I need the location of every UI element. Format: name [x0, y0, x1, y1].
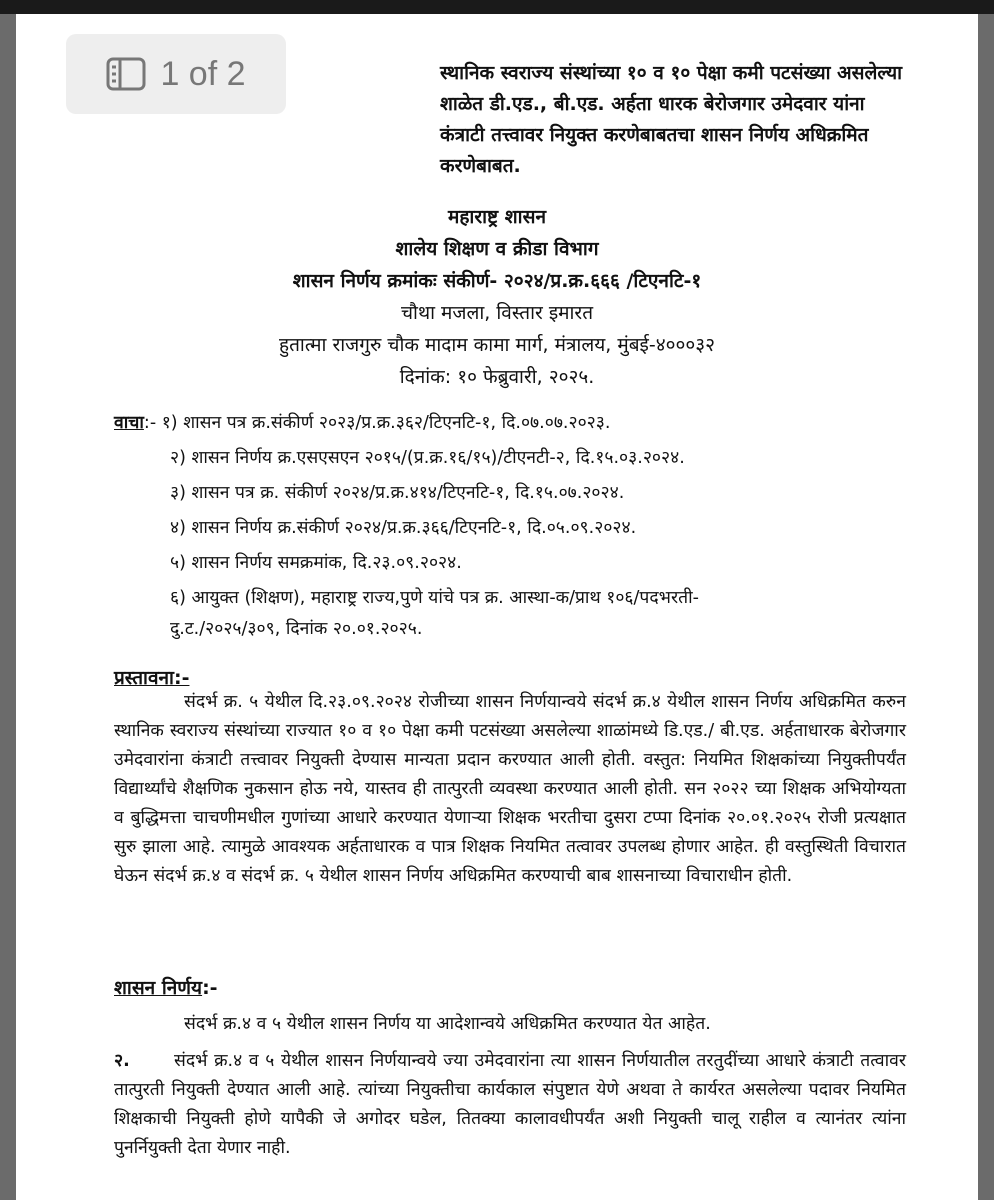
gr-number: शासन निर्णय क्रमांकः संकीर्ण- २०२४/प्र.क्र.६६६ /टिएनटि-१	[292, 270, 702, 292]
department-name: शालेय शिक्षण व क्रीडा विभाग	[395, 238, 599, 260]
office-address: हुतात्मा राजगुरु चौक मादाम कामा मार्ग, मंत्रालय, मुंबई-४०००३२	[278, 334, 716, 356]
list-item: दु.ट./२०२५/३०९, दिनांक २०.०१.२०२५.	[170, 619, 423, 639]
document-page	[16, 14, 978, 1200]
preamble-paragraph: संदर्भ क्र. ५ येथील दि.२३.०९.२०२४ रोजीच्या शासन निर्णयान्वये संदर्भ क्र.४ येथील शासन निर्णय अधिक्रमित करुन स्थानिक स्वराज्य संस्थांच्या राज्यात १० व १० पेक्षा कमी पटसंख्या असलेल्या शाळांमध्ये डि.एड./ बी.एड. अर्हताधारक बेरोजगार उमेदवारांना कंत्राटी तत्त्वावर नियुक्ती देण्यास मान्यता प्रदान करण्यात आली होती. वस्तुत: नियमित शिक्षकांच्या नियुक्तीपर्यंत विद्यार्थ्यांचे शैक्षणिक नुकसान होऊ नये, यास्तव ही तात्पुरती व्यवस्था करण्यात आली होती. सन २०२२ च्या शिक्षक अभियोग्यता व बुद्धिमत्ता चाचणीमधील गुणांच्या आधारे करण्यात येणाऱ्या शिक्षक भरतीचा दुसरा टप्पा दिनांक २०.०१.२०२५ रोजी प्रत्यक्षात सुरु झाला आहे. त्यामुळे आवश्यक अर्हताधारक व पात्र शिक्षक नियमित तत्वावर उपलब्ध होणार आहेत. ही वस्तुस्थिती विचारात घेऊन संदर्भ क्र.४ व संदर्भ क्र. ५ येथील शासन निर्णय अधिक्रमित करण्याची बाब शासनाच्या विचाराधीन होती.	[114, 692, 906, 886]
page-indicator[interactable]	[66, 34, 286, 114]
document-subject: स्थानिक स्वराज्य संस्थांच्या १० व १० पेक्षा कमी पटसंख्या असलेल्या शाळेत डी.एड., बी.एड. अर्हता धारक बेरोजगार उमेदवार यांना कंत्राटी तत्त्वावर नियुक्त करणेबाबतचा शासन निर्णय अधिक्रमित करणेबाबत.	[440, 62, 903, 177]
office-floor: चौथा मजला, विस्तार इमारत	[400, 302, 594, 324]
list-item: ६) आयुक्त (शिक्षण), महाराष्ट्र राज्य,पुणे यांचे पत्र क्र. आस्था-क/प्राथ १०६/पदभरती-	[170, 588, 699, 608]
decision-paragraph-1: संदर्भ क्र.४ व ५ येथील शासन निर्णय या आदेशान्वये अधिक्रमित करण्यात येत आहेत.	[184, 1014, 711, 1034]
list-item: वाचा:- १) शासन पत्र क्र.संकीर्ण २०२३/प्र.क्र.३६२/टिएनटि-१, दि.०७.०७.२०२३.	[114, 413, 611, 433]
list-item: ३) शासन पत्र क्र. संकीर्ण २०२४/प्र.क्र.४१४/टिएनटि-१, दि.१५.०७.२०२४.	[170, 483, 625, 503]
decision-heading: शासन निर्णय:-	[114, 977, 218, 999]
page-list-icon	[106, 57, 146, 91]
viewer-top-bar	[0, 0, 994, 14]
preamble-heading: प्रस्तावना:-	[114, 667, 190, 689]
document-date: दिनांक: १० फेब्रुवारी, २०२५.	[399, 366, 595, 388]
references-label: वाचा	[114, 413, 144, 433]
decision-paragraph-2: २. संदर्भ क्र.४ व ५ येथील शासन निर्णयान्वये ज्या उमेदवारांना त्या शासन निर्णयातील तरतुदींच्या आधारे कंत्राटी तत्वावर तात्पुरती नियुक्ती देण्यात आली आहे. त्यांच्या नियुक्तीचा कार्यकाल संपुष्टात येणे अथवा ते कार्यरत असलेल्या पदावर नियमित शिक्षकाची नियुक्ती होणे यापैकी जे अगोदर घडेल, तितक्या कालावधीपर्यंत अशी नियुक्ती चालू राहील व त्यानंतर त्यांना पुनर्नियुक्ती देता येणार नाही.	[114, 1047, 906, 1163]
paragraph-number: २.	[114, 1051, 130, 1071]
page-indicator-text: 1 of 2	[160, 54, 246, 93]
government-name: महाराष्ट्र शासन	[447, 206, 546, 228]
list-item: ५) शासन निर्णय समक्रमांक, दि.२३.०९.२०२४.	[170, 553, 462, 573]
list-item: २) शासन निर्णय क्र.एसएसएन २०१५/(प्र.क्र.१६/१५)/टीएनटी-२, दि.१५.०३.२०२४.	[170, 448, 685, 468]
list-item: ४) शासन निर्णय क्र.संकीर्ण २०२४/प्र.क्र.३६६/टिएनटि-१, दि.०५.०९.२०२४.	[170, 518, 637, 538]
